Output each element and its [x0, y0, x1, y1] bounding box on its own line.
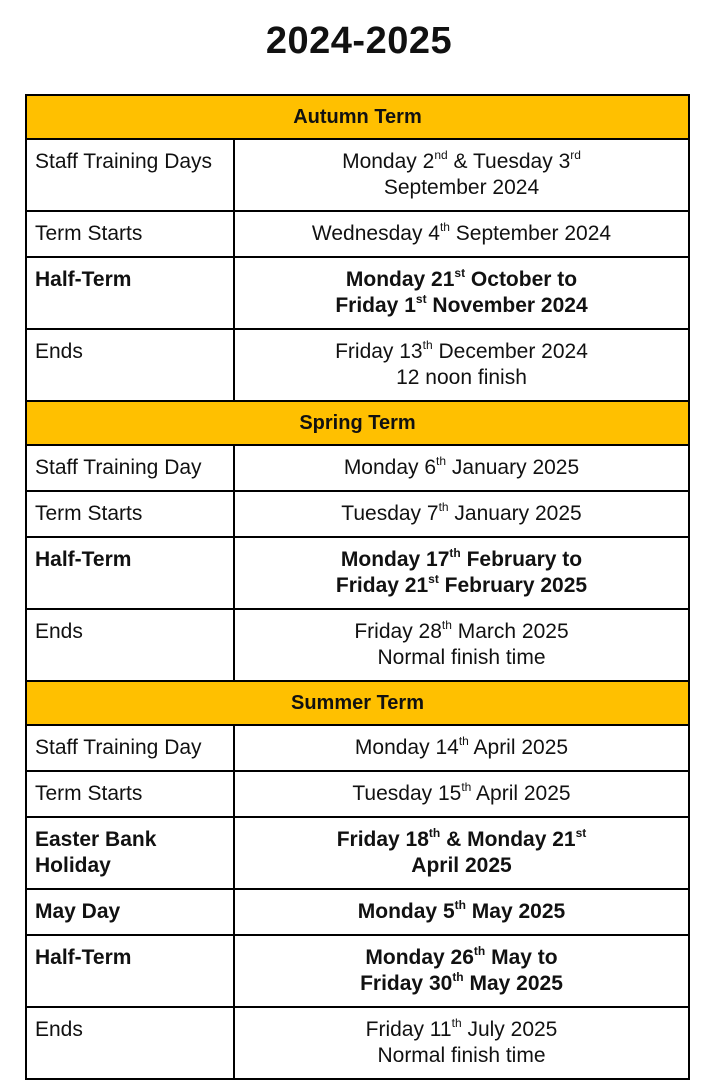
value-text: Friday 28 [354, 620, 442, 643]
value-line [243, 149, 680, 175]
row-value [234, 725, 689, 771]
value-text: April 2025 [411, 854, 512, 877]
table-row [26, 889, 689, 935]
value-text: May to [485, 946, 558, 969]
ordinal-suffix: th [452, 970, 464, 984]
value-text: Friday 21 [335, 574, 429, 597]
value-line [243, 971, 680, 997]
value-text: October to [465, 268, 578, 291]
table-row [26, 935, 689, 1007]
value-line [243, 175, 680, 201]
value-line [243, 547, 680, 573]
value-line [243, 619, 680, 645]
value-text: Monday 6 [343, 456, 437, 479]
table-row [26, 1007, 689, 1079]
value-text: & Tuesday 3 [447, 150, 571, 173]
row-label: Staff Training Day [26, 725, 234, 771]
value-text: July 2025 [461, 1018, 558, 1041]
value-text: March 2025 [451, 620, 569, 643]
row-label: Term Starts [26, 211, 234, 257]
value-text: Monday 26 [365, 946, 474, 969]
value-text: & Monday 21 [440, 828, 576, 851]
value-line [243, 1017, 680, 1043]
value-line [243, 267, 680, 293]
value-text: May 2025 [465, 900, 566, 923]
value-line [243, 645, 680, 671]
value-text: Friday 18 [336, 828, 429, 851]
value-text: February to [460, 548, 583, 571]
row-label: Ends [26, 609, 234, 681]
value-line [243, 899, 680, 925]
table-row [26, 445, 689, 491]
row-value [234, 537, 689, 609]
page-title: 2024-2025 [265, 20, 453, 62]
term-dates-table [25, 94, 690, 1080]
ordinal-suffix: st [428, 572, 439, 586]
value-text: September 2024 [383, 176, 540, 199]
value-text: November 2024 [426, 294, 588, 317]
value-line [243, 827, 680, 853]
ordinal-suffix: th [473, 944, 486, 958]
table-row [26, 491, 689, 537]
value-text: Normal finish time [377, 1044, 546, 1067]
ordinal-suffix: st [415, 292, 427, 306]
row-label: Staff Training Days [26, 139, 234, 211]
value-text: January 2025 [448, 502, 582, 525]
value-line [243, 573, 680, 599]
value-text: Monday 21 [345, 268, 455, 291]
value-line [243, 501, 680, 527]
value-text: April 2025 [471, 782, 571, 805]
ordinal-suffix: th [458, 734, 469, 748]
row-label: Staff Training Day [26, 445, 234, 491]
value-text: December 2024 [432, 340, 588, 363]
value-line [243, 339, 680, 365]
value-text: Monday 5 [357, 900, 455, 923]
value-line [243, 853, 680, 879]
value-text: January 2025 [446, 456, 580, 479]
table-row [26, 817, 689, 889]
value-text: Monday 2 [342, 150, 435, 173]
term-header-row [26, 401, 689, 445]
ordinal-suffix: st [575, 826, 587, 840]
ordinal-suffix: th [436, 454, 447, 468]
term-header: Summer Term [26, 681, 689, 725]
ordinal-suffix: st [454, 266, 466, 280]
ordinal-suffix: th [449, 546, 461, 560]
value-text: Monday 14 [354, 736, 459, 759]
row-value [234, 139, 689, 211]
value-line [243, 945, 680, 971]
term-header-row [26, 681, 689, 725]
value-line [243, 781, 680, 807]
value-text: Friday 13 [335, 340, 423, 363]
value-line [243, 1043, 680, 1069]
row-label: Half-Term [26, 935, 234, 1007]
value-text: Normal finish time [377, 646, 546, 669]
row-label: May Day [26, 889, 234, 935]
ordinal-suffix: th [439, 220, 450, 234]
value-line [243, 735, 680, 761]
ordinal-suffix: th [451, 1016, 462, 1030]
row-value [234, 889, 689, 935]
term-header-row [26, 95, 689, 139]
row-value [234, 609, 689, 681]
value-line [243, 293, 680, 319]
row-value [234, 771, 689, 817]
ordinal-suffix: nd [434, 148, 448, 162]
ordinal-suffix: th [461, 780, 472, 794]
row-label: Half-Term [26, 537, 234, 609]
row-value [234, 211, 689, 257]
term-header: Autumn Term [26, 95, 689, 139]
ordinal-suffix: th [428, 826, 441, 840]
ordinal-suffix: rd [570, 148, 581, 162]
value-line [243, 455, 680, 481]
table-row [26, 211, 689, 257]
value-text: Tuesday 7 [341, 502, 439, 525]
row-value [234, 817, 689, 889]
term-header: Spring Term [26, 401, 689, 445]
row-value [234, 491, 689, 537]
value-text: May 2025 [463, 972, 563, 995]
table-row [26, 329, 689, 401]
table-row [26, 725, 689, 771]
table-row [26, 139, 689, 211]
row-value [234, 257, 689, 329]
table-row [26, 257, 689, 329]
table-row [26, 771, 689, 817]
value-text: 12 noon finish [396, 366, 527, 389]
ordinal-suffix: th [438, 500, 449, 514]
row-label: Ends [26, 1007, 234, 1079]
row-value [234, 1007, 689, 1079]
value-text: Friday 30 [360, 972, 453, 995]
value-text: Wednesday 4 [311, 222, 440, 245]
row-value [234, 445, 689, 491]
value-text: February 2025 [438, 574, 588, 597]
value-line [243, 365, 680, 391]
value-text: Monday 17 [340, 548, 450, 571]
value-text: Friday 11 [365, 1018, 452, 1041]
table-row [26, 609, 689, 681]
row-label: Ends [26, 329, 234, 401]
row-label: Term Starts [26, 771, 234, 817]
row-label: Easter Bank Holiday [26, 817, 234, 889]
ordinal-suffix: th [422, 338, 433, 352]
value-text: Tuesday 15 [352, 782, 462, 805]
value-text: September 2024 [449, 222, 612, 245]
value-text: Friday 1 [335, 294, 416, 317]
row-value [234, 329, 689, 401]
row-label: Term Starts [26, 491, 234, 537]
ordinal-suffix: th [441, 618, 452, 632]
ordinal-suffix: th [454, 898, 466, 912]
value-line [243, 221, 680, 247]
row-value [234, 935, 689, 1007]
value-text: April 2025 [468, 736, 569, 759]
row-label: Half-Term [26, 257, 234, 329]
table-row [26, 537, 689, 609]
